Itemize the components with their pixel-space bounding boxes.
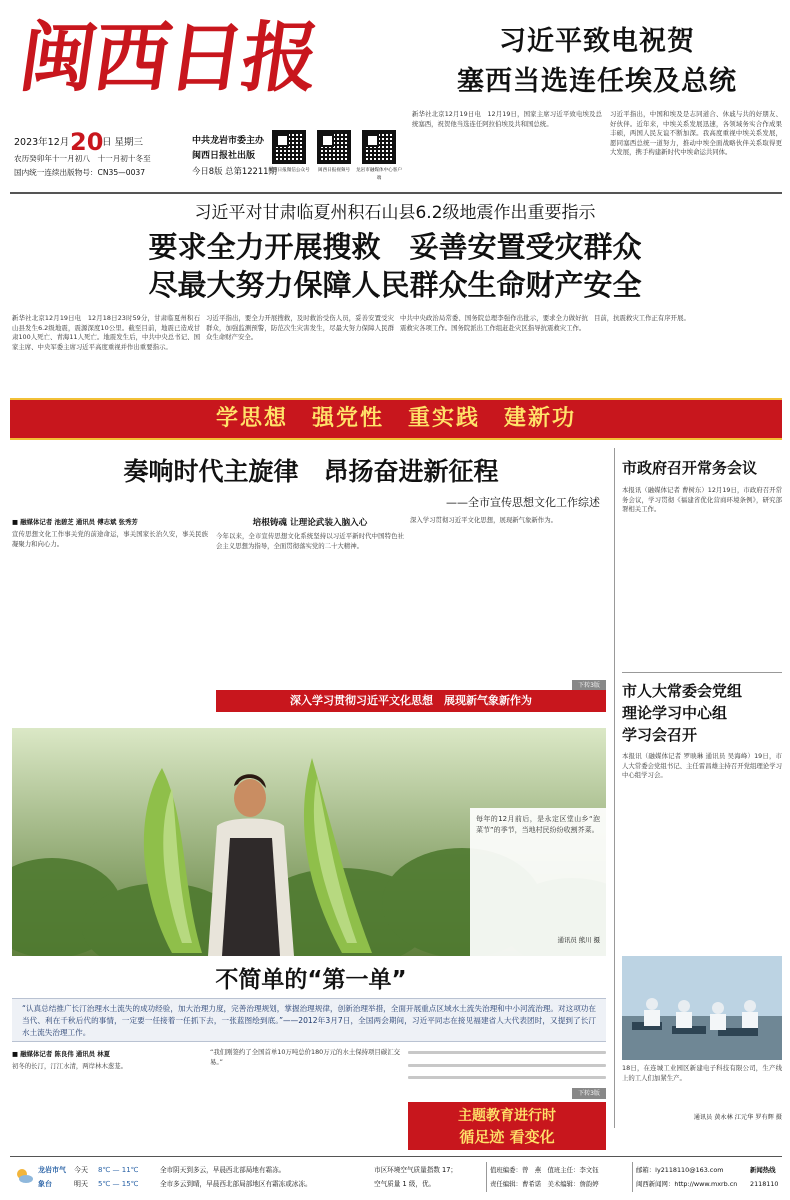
feature-paragraph-2: 今年以来，全市宣传思想文化系统坚持以习近平新时代中国特色社会主义思想为指导，全面贯彻落实党的二十大精神。 [216, 532, 404, 550]
second-story-quote: “认真总结推广长汀治理水土流失的成功经验，加大治理力度，完善治理规划，掌握治理规律，创新治理举措，全面开展重点区域水土流失治理和中小河流治理。对这项功在当代、利在千秋后代的事情，一定要一任接着一任抓下去，一张蓝图绘到底。”——2012年3月7日，全国两会期间，习近平同志在接见福建省人大代表团时，又提到了长汀水土流失治理工作。 [22, 1004, 596, 1037]
weather-tomorrow-temp: 5℃ — 15℃ [98, 1180, 139, 1188]
lunar-date: 农历癸卯年十一月初八 十一月初十冬至 [14, 154, 151, 163]
feature-subhead-2: 培根铸魂 让理论武装入脑入心 [252, 518, 368, 528]
lead-column-1: 新华社北京12月19日电 12月18日23时59分，甘肃临夏州积石山县发生6.2级地震，震源深度10公里。截至目前，地震已造成甘肃100人死亡、青海11人死亡。地震发生后，中共中央总书记、国家主席、中央军委主席习近平高度重视并作出重要指示。 [12, 314, 200, 351]
video-qr-code[interactable] [317, 130, 351, 164]
sidebar-headline-2-line-3: 学习会召开 [622, 726, 698, 744]
second-story-paragraph-1: 初冬的长汀，汀江水清，两岸林木葱茏。 [12, 1062, 128, 1070]
forecast-today: 全市阴天到多云，早晨西北部局地有霜冻。 [160, 1166, 286, 1174]
lead-column-4: 目前，抗震救灾工作正有序开展。 [594, 314, 690, 322]
sidebar-headline-1: 市政府召开常务会议 [622, 459, 758, 477]
lead-headline-1: 要求全力开展搜救 妥善安置受灾群众 [148, 230, 642, 264]
feature-banner [216, 690, 606, 712]
sidebar-story-1-text: 本报讯（融媒体记者 曹树东）12月19日，市政府召开常务会议，学习贯彻《福建省优化营商环境条例》，研究部署相关工作。 [622, 486, 782, 514]
second-story-byline: ■ 融媒体记者 陈良伟 通讯员 林夏 [12, 1050, 111, 1058]
weather-title: 龙岩市气象台 [38, 1166, 66, 1188]
photo-credit: 通讯员 熊川 摄 [557, 936, 600, 944]
newspaper-logo: 闽西日报 [14, 13, 323, 102]
sidebar-headline-2-line-2: 理论学习中心组 [622, 704, 728, 722]
cn-number: 国内统一连续出版物号：CN35—0037 [14, 168, 146, 177]
second-story-paragraph-2: “我们刚签约了全国首单10万吨总价180万元的水土保持项目碳汇交易。” [210, 1048, 400, 1066]
second-story-column-3 [408, 1048, 606, 1088]
feature-headline: 奏响时代主旋律 昂扬奋进新征程 [123, 457, 499, 486]
air-quality-1: 市区环境空气质量指数 17； [374, 1166, 458, 1174]
hotline-number: 2118110 [750, 1180, 779, 1188]
second-story-jump-tag[interactable]: 下转3版 [572, 1088, 606, 1099]
feature-column-1 [12, 530, 208, 738]
footer [10, 1160, 782, 1194]
email-label: 邮箱： [636, 1166, 656, 1174]
email-line [636, 1163, 746, 1177]
factory-photo [622, 956, 782, 1060]
main-sidebar-divider [614, 448, 615, 1128]
feature-byline: ■ 融媒体记者 池碧芝 通讯员 傅志斌 张秀芳 [12, 518, 138, 526]
press: 闽西日报社出版 [192, 151, 256, 161]
feature-paragraph-1: 宣传思想文化工作事关党的前途命运，事关国家长治久安，事关民族凝聚力和向心力。 [12, 530, 208, 548]
second-story-quote-box [12, 998, 606, 1042]
website-label: 闽西新闻网： [636, 1180, 675, 1188]
weather-tomorrow-label: 明天 [74, 1180, 88, 1188]
top-story-body: 习近平指出，中国和埃及是志同道合、休戚与共的好朋友、好伙伴。近年来，中埃关系发展迅速，各领域务实合作成果丰硕，两国人民友谊不断加深。我高度重视中埃关系发展，愿同塞西总统一道努力，推动中埃全面战略伙伴关系取得更大发展，携手构建新时代中埃命运共同体。 [610, 110, 782, 157]
masthead-divider [10, 192, 782, 194]
sidebar-headline-2-line-1: 市人大常委会党组 [622, 682, 743, 700]
date-year-month: 2023年12月 [14, 137, 70, 148]
editors-line-2: 责任编辑：曹希诺 美术编辑：詹韵婷 [490, 1180, 599, 1188]
website-link[interactable]: http://www.mxrb.cn [674, 1180, 738, 1188]
air-quality-2: 空气质量 1 级，优。 [374, 1180, 436, 1188]
feature-paragraph-3: 深入学习贯彻习近平文化思想，展现新气象新作为。 [410, 516, 557, 524]
slogan-banner [10, 398, 782, 440]
factory-photo-credit: 通讯员 黄永林 江元华 罗有辉 摄 [693, 1114, 782, 1121]
feature-jump-tag[interactable]: 下转3版 [572, 680, 606, 691]
weather-today-label: 今天 [74, 1166, 88, 1174]
sun-cloud-icon [14, 1166, 34, 1186]
email-link[interactable]: ly2118110@163.com [655, 1166, 724, 1174]
pages-issue: 今日8版 总第12211期 [192, 166, 277, 176]
hotline-label: 新闻热线 [750, 1166, 776, 1174]
sidebar-divider-1 [622, 672, 782, 673]
sidebar-story-1 [622, 486, 782, 664]
lead-headline-2: 尽最大努力保障人民群众生命财产安全 [148, 268, 642, 302]
editors-line-1: 值班编委：曾 燕 值班主任：李文钰 [490, 1166, 599, 1174]
photo-caption: 每年的12月前后，是永定区堂山乡“泡菜节”的季节，当地村民纷纷收割芥菜。 [476, 815, 600, 834]
masthead [0, 0, 790, 190]
date-day: 20 [70, 128, 104, 156]
second-story-column-2 [210, 1048, 400, 1148]
theme-banner [408, 1102, 606, 1150]
website-line [636, 1177, 746, 1191]
top-story-text [412, 110, 602, 168]
second-story-column-1 [12, 1062, 202, 1148]
photo-caption-box [470, 808, 606, 956]
top-story-headline-2: 塞西当选连任埃及总统 [457, 66, 737, 97]
theme-banner-line-2: 循足迹 看变化 [459, 1128, 555, 1146]
publisher: 中共龙岩市委主办 [192, 136, 265, 146]
theme-banner-line-1: 主题教育进行时 [458, 1108, 556, 1124]
weather-today-temp: 8℃ — 11℃ [98, 1166, 139, 1174]
forecast-tomorrow: 全市多云到晴，早晨西北部局部地区有霜冻或冰冻。 [160, 1180, 312, 1188]
date-weekday: 日 星期三 [102, 137, 144, 148]
footer-sep-2 [632, 1162, 633, 1192]
feature-subhead: ——全市宣传思想文化工作综述 [446, 496, 600, 509]
lead-kicker: 习近平对甘肃临夏州积石山县6.2级地震作出重要指示 [194, 203, 596, 223]
feature-banner-text: 深入学习贯彻习近平文化思想 展现新气象新作为 [290, 694, 532, 707]
top-story-text-2 [610, 110, 782, 168]
lead-column-3: 中共中央政治局常委、国务院总理李强作出批示，要求全力做好抗震救灾各项工作。国务院派出工作组赶赴灾区指导抗震救灾工作。 [400, 314, 588, 332]
qr-label-wechat: 闽西日报微信公众号 [268, 168, 310, 173]
sidebar-story-2 [622, 752, 782, 948]
sidebar-story-2-text: 本报讯（融媒体记者 罗映琳 通讯员 吴海峰）19日，市人大常委会党组书记、主任雷昌雄主持召开党组理论学习中心组学习会。 [622, 752, 782, 780]
top-story-dateline: 新华社北京12月19日电 12月19日，国家主席习近平致电埃及总统塞西，祝贺他当选连任阿拉伯埃及共和国总统。 [412, 110, 602, 128]
app-qr-code[interactable] [362, 130, 396, 164]
factory-caption-text: 18日，在连城工业园区新建电子科技有限公司，生产线上的工人们加紧生产。 [622, 1064, 782, 1082]
qr-label-video: 闽西日报视频号 [317, 168, 351, 173]
footer-sep-1 [486, 1162, 487, 1192]
factory-photo-caption [622, 1064, 782, 1110]
wechat-qr-code[interactable] [272, 130, 306, 164]
second-story-lines [408, 1051, 606, 1088]
slogan-text: 学思想 强党性 重实践 建新功 [215, 406, 576, 431]
second-story-headline: 不简单的“第一单” [215, 967, 407, 993]
lead-column-2: 习近平指出，要全力开展搜救，及时救治受伤人员，妥善安置受灾群众，加强监测预警，防范次生灾害发生，尽最大努力保障人民群众生命财产安全。 [206, 314, 394, 342]
feature-column-2 [216, 532, 404, 682]
qr-label-app: 龙岩市融媒体中心客户端 [356, 168, 402, 181]
footer-divider [10, 1156, 782, 1157]
feature-column-3 [410, 516, 606, 682]
factory-illustration [622, 956, 782, 1060]
top-story-headline-1: 习近平致电祝贺 [499, 26, 695, 57]
